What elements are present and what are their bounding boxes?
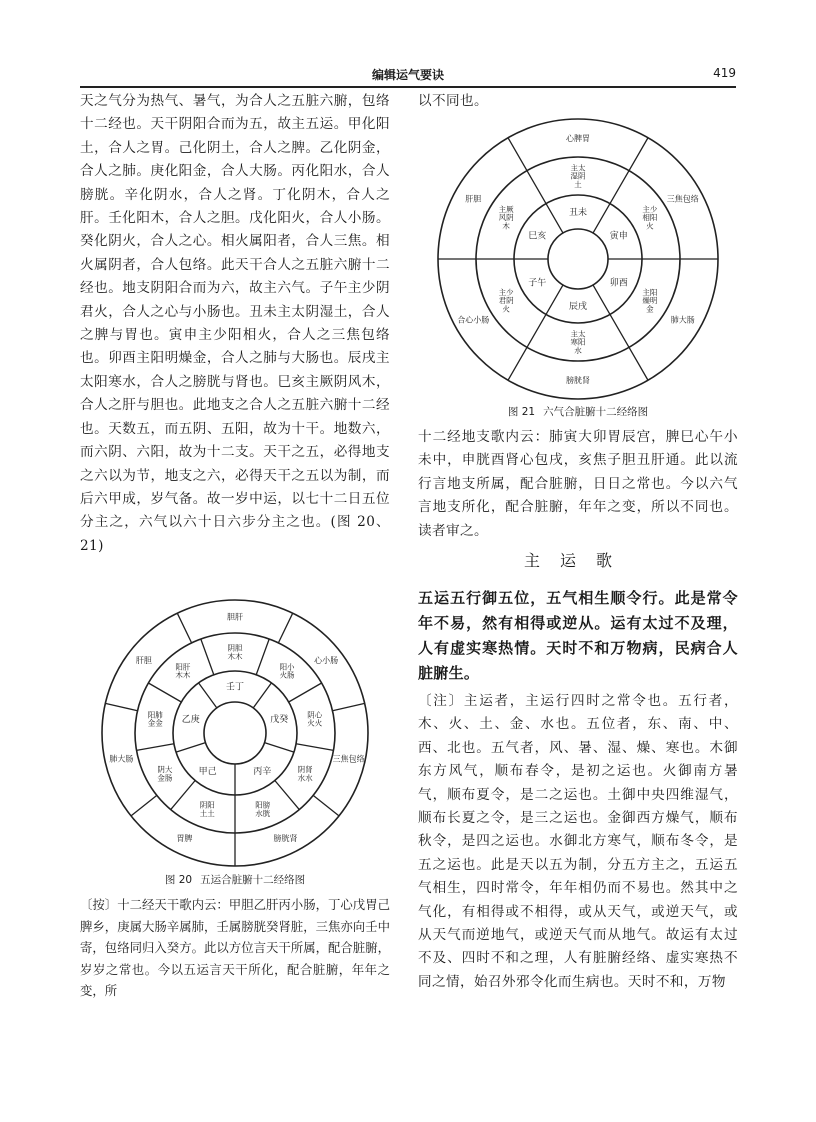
fig21-middle-label-3: 主太寒阳水 bbox=[570, 329, 586, 355]
section-title: 主运歌 bbox=[523, 551, 632, 570]
fig21-ring-0 bbox=[548, 229, 608, 289]
fig20-outer-label-1: 心小肠 bbox=[314, 656, 339, 666]
fig21-inner-label-5: 巳亥 bbox=[528, 231, 547, 242]
fig20-divider-outer-2 bbox=[313, 795, 339, 816]
fig21-inner-label-1: 寅申 bbox=[609, 231, 628, 242]
fig21-middle-label-2: 主阳燥明金 bbox=[642, 287, 658, 314]
fig20-outer-label-0: 胆肝 bbox=[227, 612, 243, 622]
fig21-divider-outer-0 bbox=[629, 138, 648, 171]
figure-20-caption bbox=[80, 872, 390, 887]
figure-21-caption bbox=[418, 404, 738, 419]
fig21-divider-outer-5 bbox=[508, 138, 527, 171]
fig21-inner-label-3: 辰戌 bbox=[568, 302, 588, 313]
fig21-outer-label-4: 合心小肠 bbox=[457, 315, 490, 325]
left-note bbox=[80, 894, 390, 1002]
fig20-divider-inner-4 bbox=[199, 683, 217, 708]
fig20-divider-middle-0 bbox=[256, 639, 269, 675]
verse-text: 五运五行御五位，五气相生顺令行。此是常令年不易，然有相得或逆从。运有太过不及理，人有虚实寒热情。天时不和万物病，民病合人脏腑生。 bbox=[418, 589, 738, 682]
fig21-outer-label-0: 心脾胃 bbox=[566, 133, 590, 143]
fig20-middle-label-6: 阴大金肠 bbox=[157, 765, 173, 783]
fig20-inner-label-4: 乙庚 bbox=[181, 714, 200, 725]
fig20-divider-outer-0 bbox=[278, 613, 292, 643]
fig20-divider-inner-0 bbox=[253, 683, 271, 708]
fig20-divider-outer-6 bbox=[177, 613, 191, 643]
fig20-divider-outer-5 bbox=[105, 703, 137, 710]
fig20-divider-middle-2 bbox=[296, 744, 333, 751]
fig21-outer-label-2: 肺大肠 bbox=[670, 315, 695, 325]
fig20-divider-middle-8 bbox=[201, 639, 214, 675]
right-continuation bbox=[418, 90, 738, 113]
fig20-middle-label-0: 阴胆木木 bbox=[227, 643, 243, 661]
fig21-inner-label-0: 丑未 bbox=[568, 208, 588, 219]
fig20-inner-label-3: 甲己 bbox=[198, 766, 217, 777]
fig21-middle-label-0: 主太湿阴土 bbox=[570, 163, 586, 189]
fig21-middle-label-4: 主少君阴火 bbox=[498, 287, 514, 314]
figure-21-title: 六气合脏腑十二经络图 bbox=[543, 406, 649, 418]
figure-20-label: 图 20 bbox=[164, 874, 193, 886]
verse-block bbox=[418, 586, 738, 686]
fig20-middle-label-1: 阳小火肠 bbox=[279, 662, 295, 680]
fig20-middle-label-2: 阴心火火 bbox=[307, 710, 323, 728]
fig21-divider-outer-3 bbox=[508, 347, 527, 380]
fig21-divider-inner-2 bbox=[593, 285, 610, 314]
fig20-divider-outer-1 bbox=[332, 703, 364, 710]
left-paragraph: 天之气分为热气、暑气，为合人之五脏六腑，包络十二经也。天干阴阳合而为五，故主五运。甲化阳土，合人之胃。己化阴土，合人之脾。乙化阴金，合人之肺。庚化阳金，合人大肠。丙化阳水，合人膀胱。辛化阴水，合人之肾。丁化阴木，合人之肝。壬化阳木，合人之胆。戊化阳火，合人小肠。癸化阴火，合人之心。相火属阳者，合人三焦。相火属阴者，合人包络。此天干合人之五脏六腑十二经也。地支阴阳合而为六，故主六气。子午主少阴君火，合人之心与小肠也。丑未主太阴湿土，合人之脾与胃也。寅申主少阳相火，合人之三焦包络也。卯酉主阳明燥金，合人之肺与大肠也。辰戌主太阳寒水，合人之膀胱与肾也。巳亥主厥阴风木，合人之肝与胆也。此地支之合人之五脏六腑十二经也。天数五，而五阴、五阳，故为十干。地数六，而六阴、六阳，故为十二支。天干之五，必得地支之六以为节，地支之六，必得天干之五以为制，而后六甲成，岁气备。故一岁中运，以七十二日五位分主之，六气以六十日六步分主之也。(图 20、21) bbox=[80, 93, 390, 554]
fig20-divider-middle-7 bbox=[148, 683, 181, 702]
running-title: 编辑运气要诀 bbox=[371, 68, 444, 82]
fig21-divider-middle-2 bbox=[610, 314, 629, 347]
left-column bbox=[80, 90, 390, 558]
page-number: 419 bbox=[713, 66, 736, 80]
fig20-outer-label-2: 三焦包络 bbox=[332, 754, 365, 764]
fig21-divider-middle-0 bbox=[610, 171, 629, 204]
page-header bbox=[80, 64, 736, 88]
continuation-text: 以不同也。 bbox=[418, 93, 488, 109]
fig20-divider-inner-3 bbox=[176, 743, 205, 753]
figure-20-title: 五运合脏腑十二经络图 bbox=[200, 874, 306, 886]
fig21-outer-label-1: 三焦包络 bbox=[666, 194, 699, 204]
fig20-middle-label-8: 阳肝木木 bbox=[175, 662, 191, 680]
fig20-inner-label-0: 壬丁 bbox=[225, 682, 245, 693]
fig20-middle-label-7: 阳肺金金 bbox=[147, 710, 163, 728]
fig21-divider-outer-2 bbox=[629, 347, 648, 380]
fig20-divider-middle-5 bbox=[171, 780, 195, 809]
fig20-middle-label-5: 阴阳土土 bbox=[199, 800, 215, 818]
fig20-divider-middle-1 bbox=[289, 683, 322, 702]
fig20-outer-label-5: 肺大肠 bbox=[109, 754, 134, 764]
fig20-divider-middle-6 bbox=[137, 744, 174, 751]
fig20-divider-middle-3 bbox=[275, 780, 299, 809]
fig21-inner-label-2: 卯酉 bbox=[609, 278, 628, 289]
right-note-text: 十二经地支歌内云：肺寅大卯胃辰宫，脾巳心午小未中，申胱酉肾心包戌，亥焦子胆丑肝通。此以流行言地支所属，配合脏腑，日日之常也。今以六气言地支所化，配合脏腑，年年之变，所以不同也。读者审之。 bbox=[418, 429, 738, 539]
fig20-divider-inner-1 bbox=[264, 743, 293, 753]
annotation-block bbox=[418, 690, 738, 994]
figure-21-diagram bbox=[436, 117, 720, 401]
fig21-inner-label-4: 子午 bbox=[528, 278, 547, 289]
fig20-outer-label-4: 胃脾 bbox=[176, 833, 193, 843]
right-note bbox=[418, 426, 738, 543]
figure-21-label: 图 21 bbox=[507, 406, 536, 418]
fig21-divider-middle-3 bbox=[527, 314, 546, 347]
fig20-middle-label-3: 阴肾水水 bbox=[297, 765, 313, 783]
fig21-outer-label-3: 膀胱肾 bbox=[566, 375, 590, 385]
left-note-text: 〔按〕十二经天干歌内云：甲胆乙肝丙小肠，丁心戊胃己脾乡，庚属大肠辛属肺，壬属膀胱癸肾脏，三焦亦向壬中寄，包络同归入癸方。此以方位言天干所属，配合脏腑，岁岁之常也。今以五运言天干所化，配合脏腑，年年之变，所 bbox=[80, 897, 390, 999]
fig20-outer-label-3: 膀胱肾 bbox=[273, 833, 298, 843]
fig21-divider-inner-5 bbox=[546, 204, 563, 233]
fig20-outer-label-6: 肝胆 bbox=[135, 656, 152, 666]
fig20-middle-label-4: 阳膀水胱 bbox=[255, 800, 271, 818]
fig20-inner-label-1: 戊癸 bbox=[270, 714, 289, 725]
fig21-middle-label-1: 主少相阳火 bbox=[642, 204, 658, 231]
fig21-outer-label-5: 肝胆 bbox=[465, 194, 482, 204]
fig21-divider-middle-5 bbox=[527, 171, 546, 204]
fig21-divider-inner-0 bbox=[593, 204, 610, 233]
fig21-middle-label-5: 主厥风阴木 bbox=[498, 204, 514, 231]
fig21-divider-inner-3 bbox=[546, 285, 563, 314]
figure-20-diagram bbox=[100, 598, 370, 868]
fig20-inner-label-2: 丙辛 bbox=[253, 766, 272, 777]
fig20-divider-outer-4 bbox=[131, 795, 157, 816]
annotation-text: 〔注〕主运者，主运行四时之常令也。五行者，木、火、土、金、水也。五位者，东、南、中、西、北也。五气者，风、暑、湿、燥、寒也。木御东方风气，顺布春令，是初之运也。火御南方暑气，顺布夏令，是二之运也。土御中央四维湿气，顺布长夏之令，是三之运也。金御西方燥气，顺布秋令，是四之运也。水御北方寒气，顺布冬令，是五之运也。此是天以五为制，分五方主之，五运五气相生，四时常令，年年相仍而不易也。然其中之气化，有相得或不相得，或从天气，或逆天气，或从天气而逆地气，或逆天气而从地气。故运有太过不及、四时不和之理，人有脏腑经络、虚实寒热不同之情，始召外邪令化而生病也。天时不和，万物 bbox=[418, 693, 738, 990]
fig20-ring-0 bbox=[204, 702, 266, 764]
